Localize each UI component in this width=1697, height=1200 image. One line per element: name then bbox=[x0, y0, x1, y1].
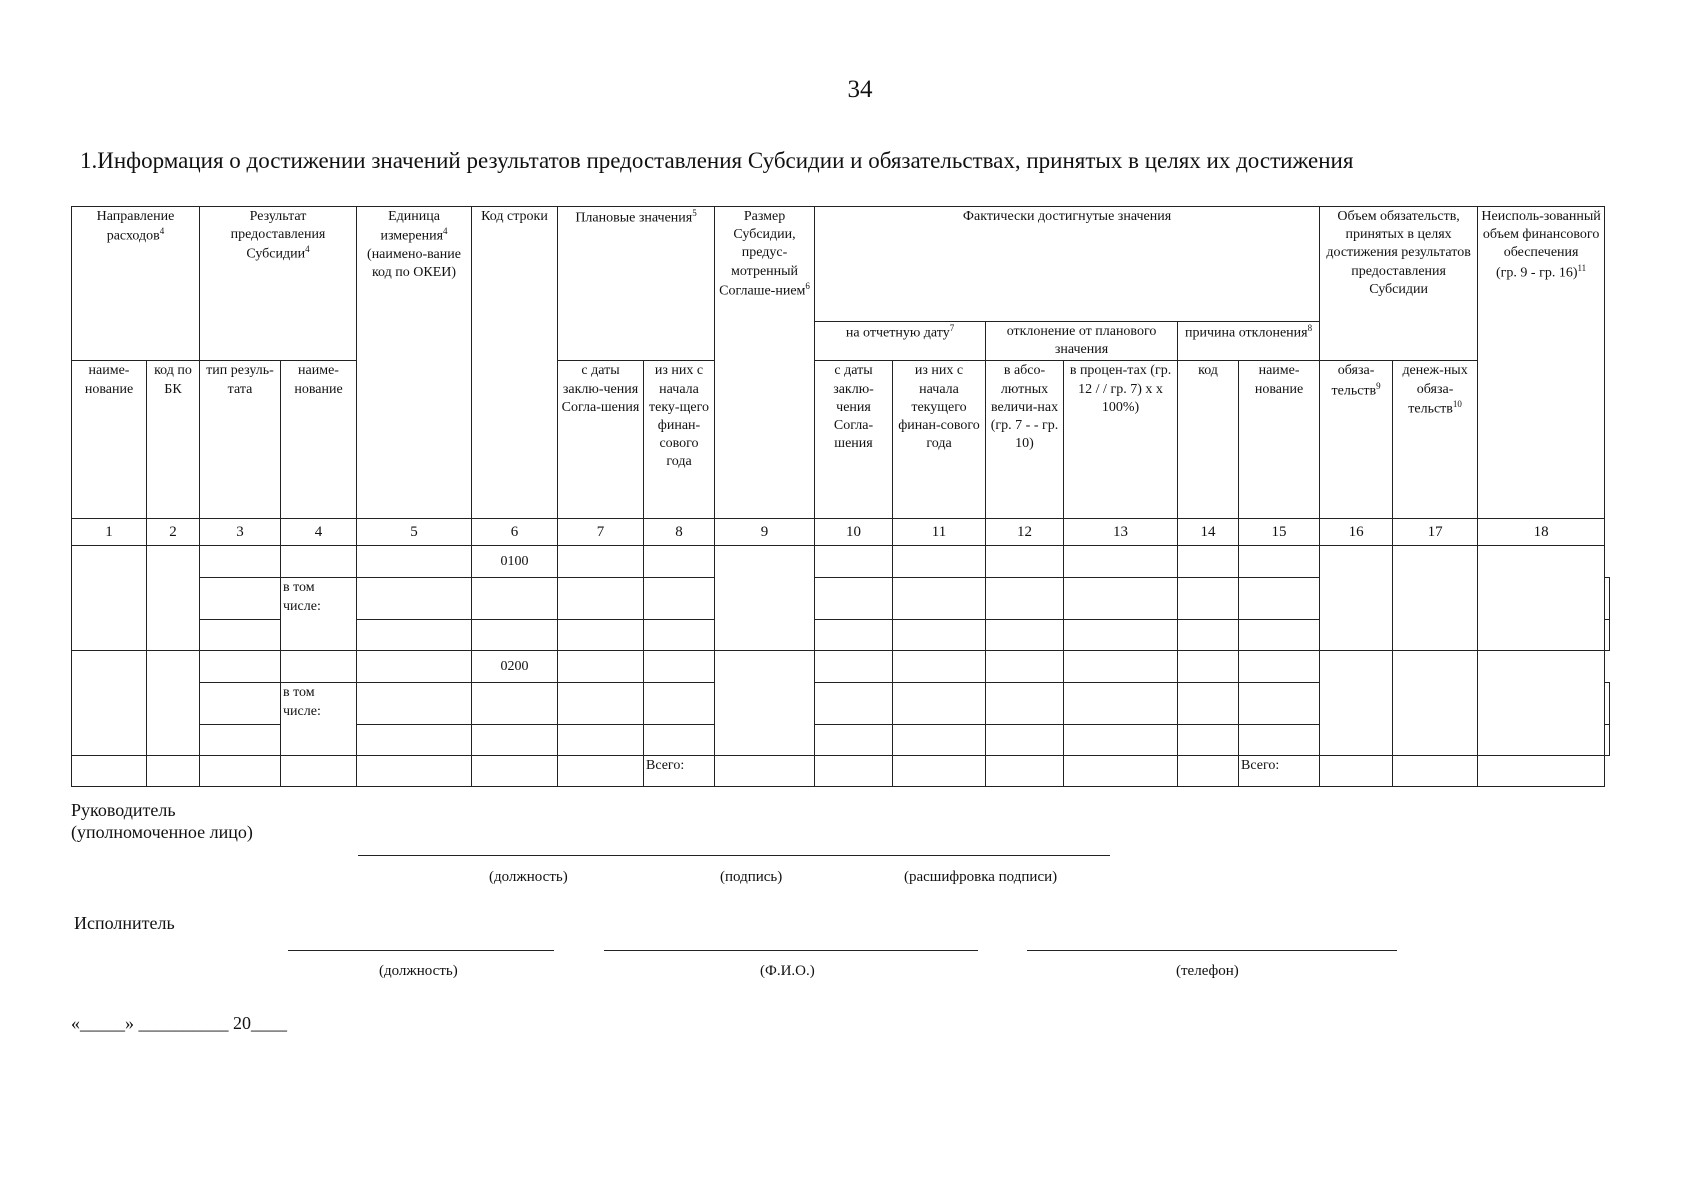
cell-empty[interactable] bbox=[815, 725, 893, 756]
header-actual-values: Фактически достигнутые значения bbox=[815, 207, 1320, 322]
cell-empty[interactable] bbox=[815, 546, 893, 578]
cell-empty[interactable] bbox=[1064, 683, 1178, 725]
column-number: 6 bbox=[472, 519, 558, 546]
line-code-cell: 0100 bbox=[472, 546, 558, 578]
header-obligations-col: обяза-тельств$^9$ bbox=[1320, 361, 1393, 519]
cell-empty[interactable] bbox=[1605, 683, 1610, 725]
total-label: Всего: bbox=[644, 756, 715, 787]
cell-empty[interactable] bbox=[1393, 546, 1478, 651]
cell-empty[interactable] bbox=[147, 756, 200, 787]
cell-empty[interactable] bbox=[986, 683, 1064, 725]
cell-empty[interactable] bbox=[1239, 546, 1320, 578]
cell-empty[interactable] bbox=[986, 756, 1064, 787]
cell-empty[interactable] bbox=[472, 578, 558, 620]
cell-empty[interactable] bbox=[1605, 578, 1610, 620]
header-deviation-percent: в процен-тах (гр. 12 / / гр. 7) x x 100%) bbox=[1064, 361, 1178, 519]
cell-empty[interactable] bbox=[1178, 683, 1239, 725]
cell-empty[interactable] bbox=[986, 578, 1064, 620]
cell-empty[interactable] bbox=[1239, 620, 1320, 651]
cell-empty[interactable] bbox=[200, 651, 281, 683]
cell-empty[interactable] bbox=[1239, 725, 1320, 756]
executor-name-line[interactable] bbox=[604, 950, 978, 951]
column-number: 15 bbox=[1239, 519, 1320, 546]
header-deviation: отклонение от планового значения bbox=[986, 322, 1178, 361]
column-number: 10 bbox=[815, 519, 893, 546]
header-obligations: Объем обязательств, принятых в целях достижения результатов предоставления Субсидии bbox=[1320, 207, 1478, 361]
executor-phone-line[interactable] bbox=[1027, 950, 1397, 951]
cell-empty[interactable] bbox=[558, 725, 644, 756]
cell-empty[interactable] bbox=[815, 756, 893, 787]
column-number: 5 bbox=[357, 519, 472, 546]
cell-empty[interactable] bbox=[558, 756, 644, 787]
header-result-type: тип резуль-тата bbox=[200, 361, 281, 519]
cell-empty[interactable] bbox=[1064, 620, 1178, 651]
cell-empty[interactable] bbox=[357, 756, 472, 787]
cell-empty[interactable] bbox=[472, 683, 558, 725]
page-title: 1.Информация о достижении значений результатов предоставления Субсидии и обязательствах, принятых в целях их достижения bbox=[80, 148, 1354, 173]
cell-empty[interactable] bbox=[200, 620, 281, 651]
cell-empty[interactable] bbox=[558, 651, 644, 683]
cell-empty[interactable] bbox=[986, 651, 1064, 683]
executor-position-line[interactable] bbox=[288, 950, 554, 951]
cell-empty[interactable] bbox=[644, 651, 715, 683]
cell-empty[interactable] bbox=[200, 546, 281, 578]
cell-empty[interactable] bbox=[893, 546, 986, 578]
cell-empty[interactable] bbox=[72, 546, 147, 651]
cell-empty[interactable] bbox=[1064, 725, 1178, 756]
date-line[interactable]: «_____» __________ 20____ bbox=[71, 1013, 287, 1033]
cell-empty[interactable] bbox=[357, 725, 472, 756]
cell-empty[interactable] bbox=[200, 756, 281, 787]
header-reason-name: наиме-нование bbox=[1239, 361, 1320, 519]
cell-empty[interactable] bbox=[893, 756, 986, 787]
header-deviation-reason: причина отклонения$^8$ bbox=[1178, 322, 1320, 361]
cell-empty[interactable] bbox=[357, 620, 472, 651]
column-number: 18 bbox=[1478, 519, 1605, 546]
column-number: 13 bbox=[1064, 519, 1178, 546]
cell-empty[interactable] bbox=[1064, 756, 1178, 787]
header-fact-since-year: из них с начала текущего финан-сового года bbox=[893, 361, 986, 519]
cell-empty[interactable] bbox=[986, 620, 1064, 651]
cell-empty[interactable] bbox=[357, 578, 472, 620]
cell-empty[interactable] bbox=[644, 683, 715, 725]
column-number: 8 bbox=[644, 519, 715, 546]
head-label: Руководитель bbox=[71, 800, 176, 820]
column-number: 16 bbox=[1320, 519, 1393, 546]
column-number: 3 bbox=[200, 519, 281, 546]
header-expense-direction: Направление расходов$^4$ bbox=[72, 207, 200, 361]
including-label: в том числе: bbox=[281, 578, 357, 651]
header-subsidy-result: Результат предоставления Субсидии$^4$ bbox=[200, 207, 357, 361]
cell-empty[interactable] bbox=[1320, 756, 1393, 787]
cell-empty[interactable] bbox=[1064, 651, 1178, 683]
cell-empty[interactable] bbox=[1178, 756, 1239, 787]
cell-empty[interactable] bbox=[558, 683, 644, 725]
header-line-code: Код строки bbox=[472, 207, 558, 519]
cell-empty[interactable] bbox=[200, 725, 281, 756]
header-plan-since-agreement: с даты заклю-чения Согла-шения bbox=[558, 361, 644, 519]
column-number: 14 bbox=[1178, 519, 1239, 546]
header-monetary-obligations: денеж-ных обяза-тельств$^{10}$ bbox=[1393, 361, 1478, 519]
cell-empty[interactable] bbox=[357, 546, 472, 578]
cell-empty[interactable] bbox=[1239, 578, 1320, 620]
cell-empty[interactable] bbox=[1064, 546, 1178, 578]
line-code-cell: 0200 bbox=[472, 651, 558, 683]
cell-empty[interactable] bbox=[472, 725, 558, 756]
cell-empty[interactable] bbox=[1605, 725, 1610, 756]
head-decoding-caption: (расшифровка подписи) bbox=[904, 869, 1058, 885]
cell-empty[interactable] bbox=[72, 756, 147, 787]
cell-empty[interactable] bbox=[715, 546, 815, 651]
cell-empty[interactable] bbox=[281, 651, 357, 683]
header-reporting-date: на отчетную дату$^7$ bbox=[815, 322, 986, 361]
head-position-caption: (должность) bbox=[489, 869, 568, 885]
cell-empty[interactable] bbox=[893, 620, 986, 651]
cell-empty[interactable] bbox=[1178, 651, 1239, 683]
cell-empty[interactable] bbox=[147, 651, 200, 756]
cell-empty[interactable] bbox=[893, 683, 986, 725]
cell-empty[interactable] bbox=[472, 620, 558, 651]
column-number: 1 bbox=[72, 519, 147, 546]
cell-empty[interactable] bbox=[200, 683, 281, 725]
cell-empty[interactable] bbox=[472, 756, 558, 787]
header-unused-volume: Неисполь-зованный объем финансового обеспечения (гр. 9 - гр. 16)$^{11}$ bbox=[1478, 207, 1605, 519]
cell-empty[interactable] bbox=[1239, 683, 1320, 725]
header-planned-values: Плановые значения$^5$ bbox=[558, 207, 715, 361]
column-number: 11 bbox=[893, 519, 986, 546]
cell-empty[interactable] bbox=[1239, 651, 1320, 683]
cell-empty[interactable] bbox=[1478, 651, 1605, 756]
column-number: 2 bbox=[147, 519, 200, 546]
cell-empty[interactable] bbox=[1178, 725, 1239, 756]
column-number: 4 bbox=[281, 519, 357, 546]
cell-empty[interactable] bbox=[644, 546, 715, 578]
header-subsidy-size: Размер Субсидии, предус-мотренный Соглаше-нием$^6$ bbox=[715, 207, 815, 519]
cell-empty[interactable] bbox=[893, 651, 986, 683]
column-number: 9 bbox=[715, 519, 815, 546]
cell-empty[interactable] bbox=[1178, 578, 1239, 620]
cell-empty[interactable] bbox=[715, 651, 815, 756]
column-number: 12 bbox=[986, 519, 1064, 546]
cell-empty[interactable] bbox=[644, 620, 715, 651]
head-signature-line[interactable] bbox=[358, 855, 1110, 856]
header-unit: Единица измерения$^4$ (наимено-вание код по ОКЕИ) bbox=[357, 207, 472, 519]
header-plan-since-year: из них с начала теку-щего финан-сового года bbox=[644, 361, 715, 519]
cell-empty[interactable] bbox=[357, 683, 472, 725]
cell-empty[interactable] bbox=[1478, 546, 1605, 651]
cell-empty[interactable] bbox=[1178, 620, 1239, 651]
cell-empty[interactable] bbox=[72, 651, 147, 756]
cell-empty[interactable] bbox=[644, 725, 715, 756]
cell-empty[interactable] bbox=[558, 546, 644, 578]
executor-position-caption: (должность) bbox=[379, 963, 458, 979]
cell-empty[interactable] bbox=[815, 578, 893, 620]
cell-empty[interactable] bbox=[893, 578, 986, 620]
page-number: 34 bbox=[847, 76, 873, 103]
cell-empty[interactable] bbox=[1320, 546, 1393, 651]
cell-empty[interactable] bbox=[715, 756, 815, 787]
column-number: 17 bbox=[1393, 519, 1478, 546]
cell-empty[interactable] bbox=[558, 578, 644, 620]
cell-empty[interactable] bbox=[1478, 756, 1605, 787]
cell-empty[interactable] bbox=[986, 546, 1064, 578]
cell-empty[interactable] bbox=[1178, 546, 1239, 578]
cell-empty[interactable] bbox=[558, 620, 644, 651]
header-reason-code: код bbox=[1178, 361, 1239, 519]
cell-empty[interactable] bbox=[1393, 651, 1478, 756]
cell-empty[interactable] bbox=[281, 756, 357, 787]
header-result-name: наиме-нование bbox=[281, 361, 357, 519]
cell-empty[interactable] bbox=[200, 578, 281, 620]
header-bk-code: код по БК bbox=[147, 361, 200, 519]
cell-empty[interactable] bbox=[1393, 756, 1478, 787]
cell-empty[interactable] bbox=[644, 578, 715, 620]
including-label: в том числе: bbox=[281, 683, 357, 756]
cell-empty[interactable] bbox=[986, 725, 1064, 756]
cell-empty[interactable] bbox=[893, 725, 986, 756]
header-fact-since-agreement: с даты заклю-чения Согла-шения bbox=[815, 361, 893, 519]
cell-empty[interactable] bbox=[815, 620, 893, 651]
head-sub-label: (уполномоченное лицо) bbox=[71, 822, 253, 842]
cell-empty[interactable] bbox=[1320, 651, 1393, 756]
header-deviation-absolute: в абсо-лютных величи-нах (гр. 7 - - гр. 10) bbox=[986, 361, 1064, 519]
total-label: Всего: bbox=[1239, 756, 1320, 787]
report-table bbox=[71, 206, 1610, 787]
executor-fio-caption: (Ф.И.О.) bbox=[760, 963, 815, 979]
cell-empty[interactable] bbox=[815, 683, 893, 725]
cell-empty[interactable] bbox=[1064, 578, 1178, 620]
cell-empty[interactable] bbox=[281, 546, 357, 578]
cell-empty[interactable] bbox=[1605, 620, 1610, 651]
head-signature-caption: (подпись) bbox=[720, 869, 783, 885]
executor-label: Исполнитель bbox=[74, 913, 175, 933]
cell-empty[interactable] bbox=[147, 546, 200, 651]
cell-empty[interactable] bbox=[357, 651, 472, 683]
header-direction-name: наиме-нование bbox=[72, 361, 147, 519]
column-number: 7 bbox=[558, 519, 644, 546]
cell-empty[interactable] bbox=[815, 651, 893, 683]
executor-phone-caption: (телефон) bbox=[1176, 963, 1239, 979]
